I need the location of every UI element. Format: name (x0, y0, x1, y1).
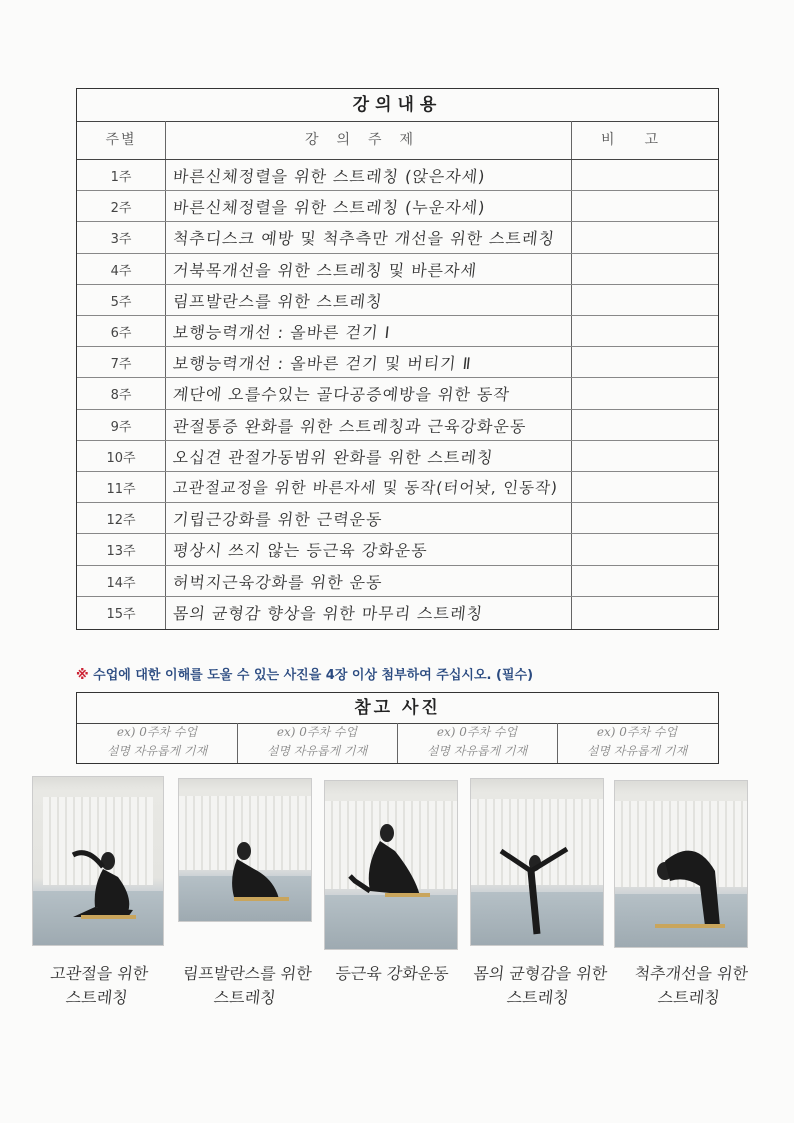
topic-cell: 바른신체정렬을 위한 스트레칭 (누운자세) (171, 198, 487, 218)
topic-cell: 관절통증 완화를 위한 스트레칭과 근육강화운동 (171, 416, 528, 436)
divider (77, 221, 718, 222)
divider (77, 377, 718, 378)
figure-silhouette (325, 781, 458, 950)
week-cell: 14주 (106, 575, 136, 591)
reference-cell: ex) 0주차 수업 설명 자유롭게 기재 (426, 725, 528, 758)
col-week-header: 주별 (105, 132, 137, 148)
divider (77, 502, 718, 503)
notice-mark: ※ (76, 668, 89, 683)
week-cell: 12주 (106, 513, 136, 529)
photo-caption: 림프발란스를 위한 스트레칭 (181, 964, 313, 1007)
divider (77, 190, 718, 191)
reference-cell: ex) 0주차 수업 설명 자유롭게 기재 (586, 725, 688, 758)
topic-cell: 계단에 오를수있는 골다공증예방을 위한 동작 (171, 385, 511, 405)
topic-cell: 평상시 쓰지 않는 등근육 강화운동 (171, 541, 429, 561)
lecture-table (76, 88, 719, 630)
photo-caption: 등근육 강화운동 (334, 964, 450, 983)
topic-cell: 오십견 관절가동범위 완화를 위한 스트레칭 (171, 447, 495, 467)
week-cell: 4주 (110, 263, 132, 279)
figure-silhouette (471, 779, 604, 946)
week-cell: 8주 (110, 388, 132, 404)
topic-cell: 림프발란스를 위한 스트레칭 (171, 291, 384, 311)
divider (77, 533, 718, 534)
photo-hip-stretch (32, 776, 164, 946)
divider (77, 284, 718, 285)
photo-caption: 고관절을 위한 스트레칭 (49, 964, 150, 1007)
photo-notice (76, 664, 533, 683)
divider (77, 471, 718, 472)
divider (77, 565, 718, 566)
week-cell: 11주 (106, 482, 136, 497)
photo-balance-stretch (470, 778, 604, 946)
divider (165, 121, 166, 629)
photo-back-muscle (324, 780, 458, 950)
week-cell: 5주 (110, 294, 132, 310)
topic-cell: 몸의 균형감 향상을 위한 마무리 스트레칭 (171, 603, 485, 623)
photo-spine-stretch (614, 780, 748, 948)
notice-text: 수업에 대한 이해를 도울 수 있는 사진을 4장 이상 첨부하여 주십시오. (필수) (93, 668, 534, 683)
week-cell: 9주 (110, 419, 132, 435)
reference-cell: ex) 0주차 수업 설명 자유롭게 기재 (266, 725, 368, 758)
week-cell: 3주 (110, 232, 132, 248)
col-note-header: 비고 (600, 132, 689, 148)
divider (77, 315, 718, 316)
reference-cell: ex) 0주차 수업 설명 자유롭게 기재 (106, 725, 208, 758)
figure-silhouette (615, 781, 748, 948)
divider (77, 253, 718, 254)
divider (571, 121, 572, 629)
week-cell: 2주 (110, 201, 132, 217)
photo-caption: 몸의 균형감을 위한 스트레칭 (472, 964, 609, 1007)
week-cell: 10주 (106, 450, 136, 466)
topic-cell: 고관절교정을 위한 바른자세 및 동작(터어놧, 인동작) (171, 479, 559, 497)
reference-table (76, 692, 719, 764)
divider (77, 409, 718, 410)
topic-cell: 허벅지근육강화를 위한 운동 (171, 572, 384, 592)
divider (77, 440, 718, 441)
photo-lymph-stretch (178, 778, 312, 922)
divider (77, 159, 718, 160)
lecture-table-title: 강의내용 (77, 89, 718, 122)
topic-cell: 거북목개선을 위한 스트레칭 및 바른자세 (171, 260, 479, 280)
photo-caption: 척추개선을 위한 스트레칭 (633, 964, 749, 1007)
topic-cell: 척추디스크 예방 및 척추측만 개선을 위한 스트레칭 (171, 229, 556, 249)
figure-silhouette (179, 779, 312, 922)
week-cell: 1주 (110, 170, 132, 185)
figure-silhouette (33, 777, 164, 946)
divider (77, 596, 718, 597)
reference-table-title: 참고 사진 (77, 693, 718, 724)
week-cell: 15주 (106, 606, 136, 622)
topic-cell: 기립근강화를 위한 근력운동 (171, 510, 384, 530)
col-topic-header: 강의주제 (304, 132, 432, 148)
divider (77, 346, 718, 347)
week-cell: 7주 (110, 357, 132, 373)
week-cell: 6주 (110, 326, 132, 341)
topic-cell: 보행능력개선 : 올바른 걷기 및 버티기 Ⅱ (171, 354, 473, 374)
week-cell: 13주 (106, 544, 136, 560)
topic-cell: 바른신체정렬을 위한 스트레칭 (앉은자세) (171, 167, 487, 186)
topic-cell: 보행능력개선 : 올바른 걷기 Ⅰ (171, 323, 392, 342)
